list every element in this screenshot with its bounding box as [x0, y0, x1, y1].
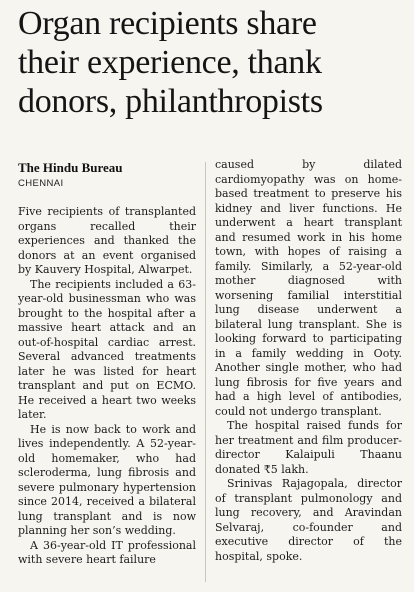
headline-line: Organ recipients share [18, 5, 317, 42]
article-column-left [18, 205, 196, 568]
paragraph: The recipients included a 63-year-old businessman who was brought to the hospital after a massive heart attack and an out-of-hospital cardiac arrest. Several advanced treatments later he was listed for heart transplant and put on ECMO. He received a heart two weeks later. [18, 277, 196, 421]
dateline: CHENNAI [18, 178, 64, 189]
paragraph: Srinivas Rajagopala, director of transplant pulmonology and lung recovery, and Aravindan Selvaraj, co-founder and executive director of the hospital, spoke. [215, 477, 402, 563]
article-column-right [215, 158, 402, 564]
headline-line: their experience, thank [18, 44, 322, 81]
column-divider [205, 162, 206, 582]
paragraph: He is now back to work and lives independently. A 52-year-old homemaker, who had scleroderma, lung fibrosis and severe pulmonary hypertension since 2014, received a bilateral lung transplant and is now planning her son’s wedding. [18, 422, 196, 537]
paragraph: The hospital raised funds for her treatment and film producer-director Kalaipuli Thaanu donated ₹5 lakh. [215, 419, 402, 476]
paragraph: A 36-year-old IT professional with severe heart failure [18, 538, 196, 566]
paragraph: Five recipients of transplanted organs recalled their experiences and thanked the donors at an event organised by Kauvery Hospital, Alwarpet. [18, 205, 196, 276]
byline: The Hindu Bureau [18, 160, 123, 175]
headline-line: donors, philanthropists [18, 83, 323, 120]
headline [18, 4, 408, 121]
paragraph: caused by dilated cardiomyopathy was on home-based treatment to preserve his kidney and liver functions. He underwent a heart transplant and resumed work in his home town, with hopes of raising a family. Similarly, a 52-year-old mother diagnosed with worsening familial interstitial lung disease underwent a bilateral lung transplant. She is looking forward to participating in a family wedding in Ooty. Another single mother, who had lung fibrosis for five years and had a high level of antibodies, could not undergo transplant. [215, 158, 402, 418]
